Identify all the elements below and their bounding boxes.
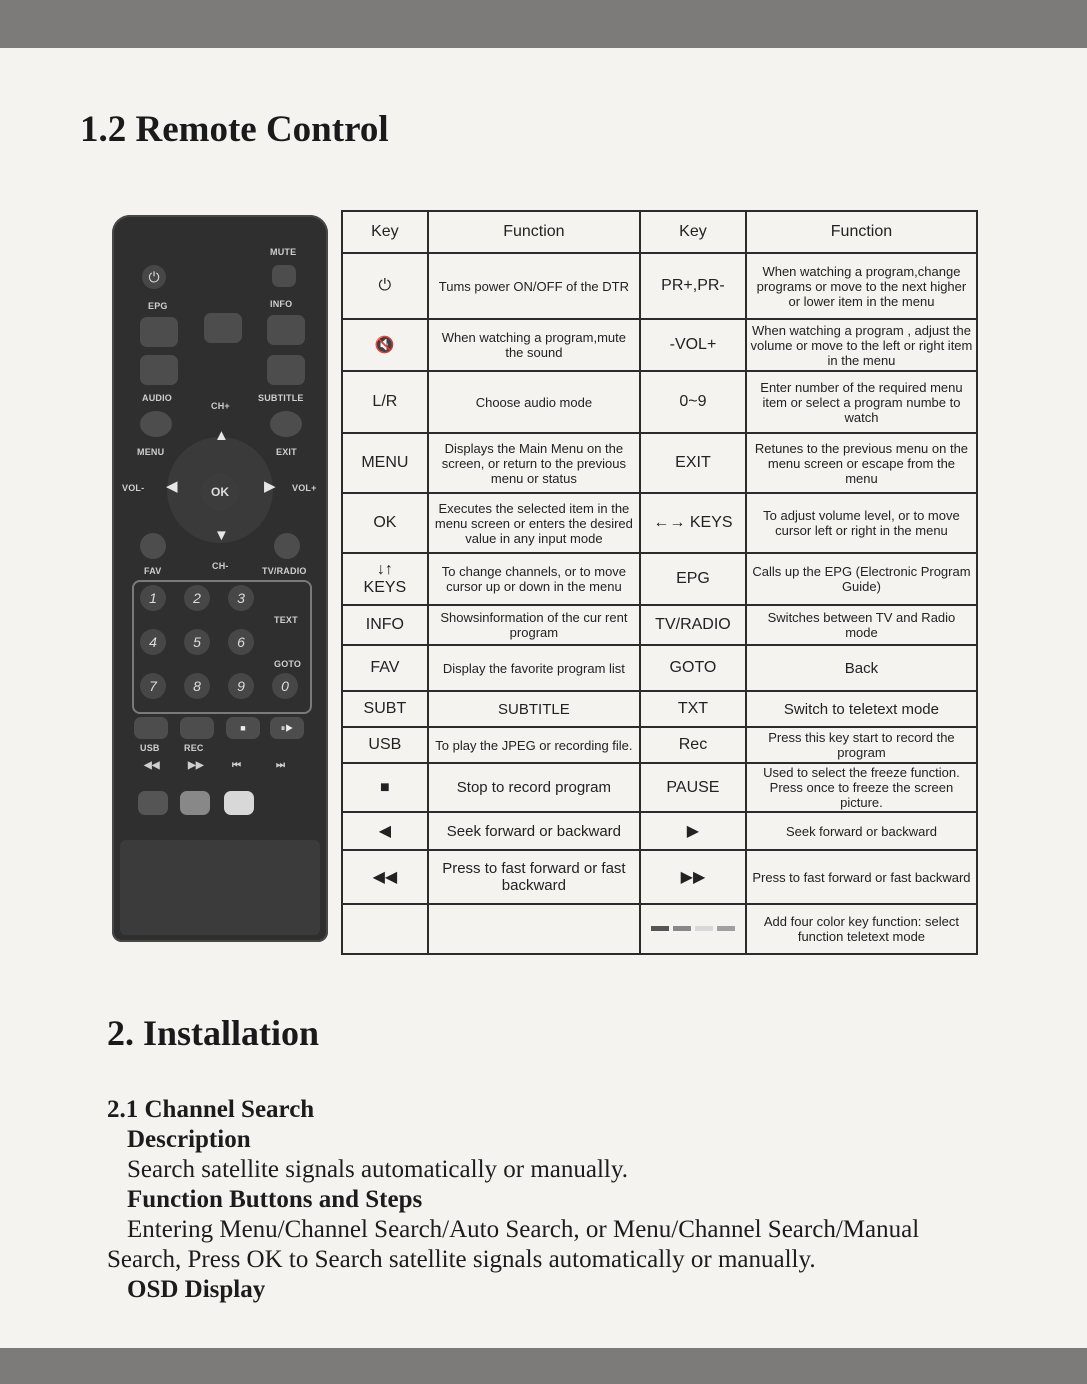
table-cell: -VOL+ — [640, 319, 746, 371]
up-down-keys-cell — [342, 553, 428, 605]
usb-button — [134, 717, 168, 739]
back-arrow-icon: ◀ — [342, 812, 428, 850]
table-cell: When watching a program,change programs or move to the next higher or lower item in the menu — [746, 253, 977, 319]
blank-button — [204, 313, 242, 343]
table-cell: EPG — [640, 553, 746, 605]
table-header-key-2: Key — [640, 211, 746, 253]
digit-5: 5 — [184, 629, 210, 655]
table-cell: Display the favorite program list — [428, 645, 640, 691]
channel-search-section — [107, 1095, 1007, 1305]
table-cell: Switches between TV and Radio mode — [746, 605, 977, 645]
rec-button — [180, 717, 214, 739]
table-cell: To play the JPEG or recording file. — [428, 727, 640, 763]
fast-forward-icon: ▶▶ — [640, 850, 746, 904]
left-arrow-icon: ◀ — [166, 478, 178, 495]
table-cell: Press to fast forward or fast backward — [746, 850, 977, 904]
power-icon: ⏻ — [142, 265, 166, 289]
table-header-function-2: Function — [746, 211, 977, 253]
table-cell: EXIT — [640, 433, 746, 493]
table-cell-empty — [428, 904, 640, 954]
table-row — [342, 850, 977, 904]
ok-button: OK — [201, 473, 239, 511]
table-header-row — [342, 211, 977, 253]
digit-6: 6 — [228, 629, 254, 655]
remote-control-illustration — [112, 215, 328, 942]
audio-label: AUDIO — [142, 393, 172, 403]
table-cell: L/R — [342, 371, 428, 433]
table-row — [342, 371, 977, 433]
table-row — [342, 763, 977, 812]
description-text: Search satellite signals automatically or manually. — [127, 1156, 629, 1183]
table-cell: Seek forward or backward — [746, 812, 977, 850]
table-cell: KEYS — [689, 514, 733, 531]
stop-icon: ■ — [342, 763, 428, 812]
osd-heading: OSD Display — [127, 1276, 266, 1303]
tv-radio-label: TV/RADIO — [262, 566, 307, 576]
mute-icon: 🔇 — [342, 319, 428, 371]
left-right-keys-cell — [640, 493, 746, 553]
digit-0: 0 — [272, 673, 298, 699]
up-arrow-icon: ▲ — [214, 427, 229, 444]
table-row — [342, 319, 977, 371]
green-swatch — [673, 926, 691, 931]
table-cell: USB — [342, 727, 428, 763]
table-header-key: Key — [342, 211, 428, 253]
info-label: INFO — [270, 299, 293, 309]
table-row — [342, 253, 977, 319]
color-key-red — [138, 791, 168, 815]
table-cell: When watching a program , adjust the volume or move to the left or right item in the menu — [746, 319, 977, 371]
table-cell: FAV — [342, 645, 428, 691]
menu-label: MENU — [137, 447, 165, 457]
table-cell: Seek forward or backward — [428, 812, 640, 850]
usb-label: USB — [140, 743, 160, 753]
section-title-installation: 2. Installation — [107, 1013, 320, 1053]
table-row — [342, 645, 977, 691]
table-row — [342, 904, 977, 954]
fast-backward-icon: ◀◀ — [342, 850, 428, 904]
info-button — [267, 315, 305, 345]
table-cell: Add four color key function: select function teletext mode — [746, 904, 977, 954]
table-cell: Back — [746, 645, 977, 691]
table-cell: PAUSE — [640, 763, 746, 812]
previous-icon: ⏮ — [232, 760, 242, 771]
subsection-title: 2.1 Channel Search — [107, 1096, 315, 1123]
up-down-arrows-icon: ↓↑ — [376, 561, 393, 578]
steps-text-line-2: Search, Press OK to Search satellite signals automatically or manually. — [107, 1246, 816, 1273]
table-cell: Stop to record program — [428, 763, 640, 812]
table-row — [342, 691, 977, 727]
ch-plus-label: CH+ — [211, 401, 230, 411]
digit-3: 3 — [228, 585, 254, 611]
tv-radio-button — [274, 533, 300, 559]
table-cell: When watching a program,mute the sound — [428, 319, 640, 371]
vol-minus-label: VOL- — [122, 483, 145, 493]
subtitle-label: SUBTITLE — [258, 393, 304, 403]
audio-button — [140, 411, 172, 437]
color-key-green — [180, 791, 210, 815]
text-label: TEXT — [274, 615, 298, 625]
table-cell: Enter number of the required menu item or select a program numbe to watch — [746, 371, 977, 433]
table-row — [342, 727, 977, 763]
epg-button — [140, 317, 178, 347]
table-cell: KEYS — [363, 579, 407, 596]
table-cell: To change channels, or to move cursor up or down in the menu — [428, 553, 640, 605]
exit-label: EXIT — [276, 447, 297, 457]
right-arrow-icon: ▶ — [264, 478, 276, 495]
digit-7: 7 — [140, 673, 166, 699]
vol-plus-label: VOL+ — [292, 483, 317, 493]
digit-4: 4 — [140, 629, 166, 655]
goto-label: GOTO — [274, 659, 302, 669]
table-row — [342, 433, 977, 493]
section-title-remote-control: 1.2 Remote Control — [80, 109, 389, 150]
power-icon: ⏻ — [342, 253, 428, 319]
description-heading: Description — [127, 1126, 251, 1153]
table-cell: TV/RADIO — [640, 605, 746, 645]
table-cell: Tums power ON/OFF of the DTR — [428, 253, 640, 319]
table-cell: Press this key start to record the program — [746, 727, 977, 763]
epg-label: EPG — [148, 301, 168, 311]
forward-arrow-icon: ▶ — [640, 812, 746, 850]
table-cell-empty — [342, 904, 428, 954]
table-cell: MENU — [342, 433, 428, 493]
table-cell: Retunes to the previous menu on the menu screen or escape from the menu — [746, 433, 977, 493]
fav-button — [140, 533, 166, 559]
digit-9: 9 — [228, 673, 254, 699]
table-cell: Calls up the EPG (Electronic Program Guide) — [746, 553, 977, 605]
pause-play-icon: ⏸▶ — [270, 717, 304, 739]
table-row — [342, 605, 977, 645]
steps-text-line-1: Entering Menu/Channel Search/Auto Search, or Menu/Channel Search/Manual — [127, 1216, 920, 1243]
remote-bottom-panel — [120, 840, 320, 935]
rec-label: REC — [184, 743, 204, 753]
table-cell: PR+,PR- — [640, 253, 746, 319]
table-cell: TXT — [640, 691, 746, 727]
table-cell: GOTO — [640, 645, 746, 691]
table-row — [342, 553, 977, 605]
table-cell: SUBT — [342, 691, 428, 727]
steps-heading: Function Buttons and Steps — [127, 1186, 423, 1213]
table-cell: Switch to teletext mode — [746, 691, 977, 727]
table-cell: To adjust volume level, or to move cursor left or right in the menu — [746, 493, 977, 553]
fav-label: FAV — [144, 566, 162, 576]
fast-forward-icon: ▶▶ — [188, 760, 204, 771]
subtitle-button — [270, 411, 302, 437]
blue-swatch — [717, 926, 735, 931]
table-cell: SUBTITLE — [428, 691, 640, 727]
table-header-function: Function — [428, 211, 640, 253]
digit-2: 2 — [184, 585, 210, 611]
table-cell: INFO — [342, 605, 428, 645]
table-cell: Rec — [640, 727, 746, 763]
mute-label: MUTE — [270, 247, 297, 257]
digit-8: 8 — [184, 673, 210, 699]
table-cell: OK — [342, 493, 428, 553]
color-keys-icon — [651, 926, 735, 931]
rewind-icon: ◀◀ — [144, 760, 160, 771]
next-icon: ⏭ — [276, 760, 286, 771]
blank-button-2 — [140, 355, 178, 385]
table-cell: Used to select the freeze function. Press once to freeze the screen picture. — [746, 763, 977, 812]
table-cell: Choose audio mode — [428, 371, 640, 433]
blank-button-3 — [267, 355, 305, 385]
table-cell: Displays the Main Menu on the screen, or return to the previous menu or status — [428, 433, 640, 493]
mute-button — [272, 265, 296, 287]
yellow-swatch — [695, 926, 713, 931]
table-cell: Executes the selected item in the menu screen or enters the desired value in any input mode — [428, 493, 640, 553]
table-row — [342, 812, 977, 850]
color-key-yellow — [224, 791, 254, 815]
remote-keys-table — [341, 210, 978, 955]
table-row — [342, 493, 977, 553]
color-keys-cell — [640, 904, 746, 954]
stop-icon: ■ — [226, 717, 260, 739]
left-right-arrows-icon: ←→ — [653, 514, 690, 531]
table-cell: 0~9 — [640, 371, 746, 433]
table-cell: Press to fast forward or fast backward — [428, 850, 640, 904]
ch-minus-label: CH- — [212, 561, 229, 571]
red-swatch — [651, 926, 669, 931]
table-cell: Showsinformation of the cur rent program — [428, 605, 640, 645]
digit-1: 1 — [140, 585, 166, 611]
down-arrow-icon: ▼ — [214, 527, 229, 544]
